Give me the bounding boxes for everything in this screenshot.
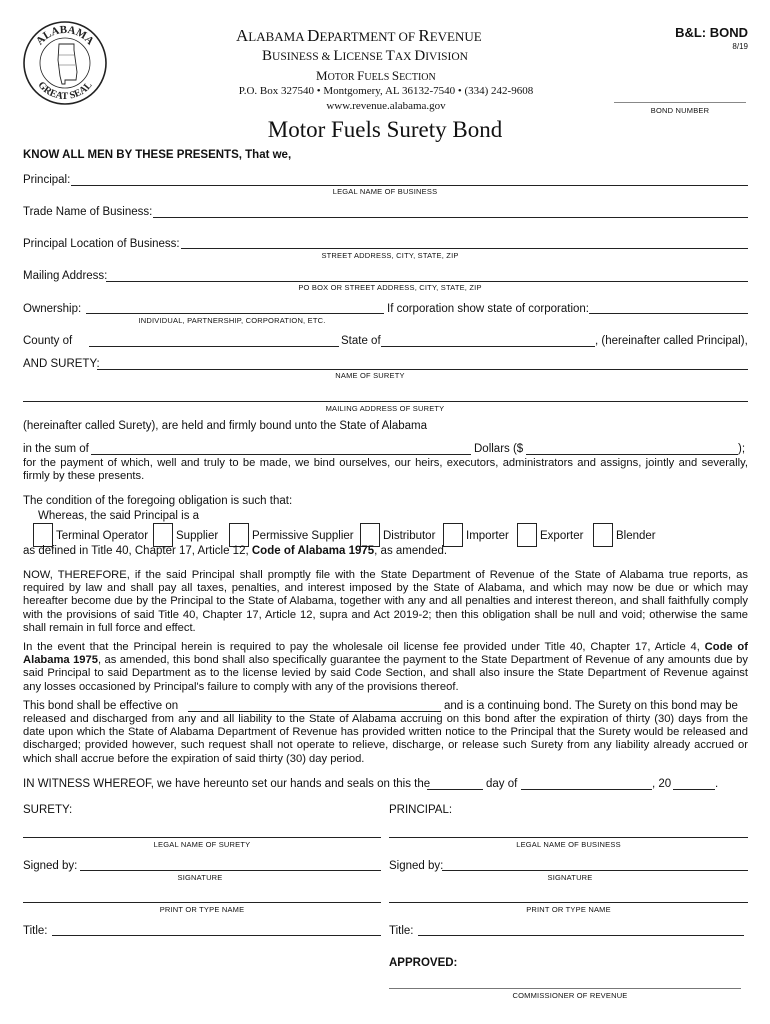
county-label: County of xyxy=(23,335,73,347)
department-website: www.revenue.alabama.gov xyxy=(326,100,446,112)
checkbox-terminal-operator[interactable] xyxy=(33,523,53,547)
mailing-input[interactable] xyxy=(106,281,748,282)
whereas-text: Whereas, the said Principal is a xyxy=(38,510,200,522)
checkbox-blender[interactable] xyxy=(593,523,613,547)
surety-caption: NAME OF SURETY xyxy=(335,371,405,380)
principal-title-input[interactable] xyxy=(418,935,744,936)
principal-signature-caption: SIGNATURE xyxy=(547,873,593,882)
surety-input[interactable] xyxy=(97,369,748,370)
witness-end: . xyxy=(715,778,719,790)
effective-post: and is a continuing bond. The Surety on this bond may be xyxy=(444,700,738,712)
surety-mailing-caption: MAILING ADDRESS OF SURETY xyxy=(325,404,445,413)
principal-signature-input[interactable] xyxy=(442,870,748,871)
principal-caption: LEGAL NAME OF BUSINESS xyxy=(332,187,438,196)
surety-sign-heading: SURETY: xyxy=(23,804,73,816)
surety-title-label: Title: xyxy=(23,925,48,937)
section-name: MOTOR FUELS SECTION xyxy=(316,68,436,83)
option-importer: Importer xyxy=(466,530,509,542)
witness-day-label: day of xyxy=(486,778,518,790)
trade-name-input[interactable] xyxy=(153,217,748,218)
now-therefore-paragraph: NOW, THEREFORE, if the said Principal shall promptly file with the State Department of Revenue of the State of Alabama true reports, as required by law and shall pay all taxes, penalties, and interest imposed by the State of Alabama, and which may now be due or which may hereafter become due by the Principal to the State of Alabama, together with any and all penalties and interest thereon, and shall faithfully comply with the provisions of said Title 40, Chapter 17, Article 12, supra and Act 2019-2; then this obligation shall be null and void; otherwise the same shall remain in full force and effect. xyxy=(23,569,748,634)
surety-signed-by-label: Signed by: xyxy=(23,860,78,872)
checkbox-permissive-supplier[interactable] xyxy=(229,523,249,547)
witness-text: IN WITNESS WHEREOF, we have hereunto set our hands and seals on this the xyxy=(23,778,431,790)
surety-mailing-input[interactable] xyxy=(23,401,748,402)
principal-legal-name-input[interactable] xyxy=(389,837,748,838)
trade-name-label: Trade Name of Business: xyxy=(23,206,153,218)
surety-signature-caption: SIGNATURE xyxy=(177,873,223,882)
sum-words-input[interactable] xyxy=(91,454,471,455)
form-title: Motor Fuels Surety Bond xyxy=(267,117,503,142)
form-id: B&L: BOND xyxy=(675,25,748,40)
ownership-input[interactable] xyxy=(86,313,384,314)
sum-label: in the sum of xyxy=(23,443,89,455)
department-name: ALABAMA DEPARTMENT OF REVENUE xyxy=(236,26,482,45)
effective-label: This bond shall be effective on xyxy=(23,700,179,712)
surety-signature-input[interactable] xyxy=(80,870,381,871)
principal-signed-by-label: Signed by: xyxy=(389,860,444,872)
principal-print-name-caption: PRINT OR TYPE NAME xyxy=(526,905,611,914)
form-date: 8/19 xyxy=(732,42,748,51)
principal-print-name-input[interactable] xyxy=(389,902,748,903)
surety-title-input[interactable] xyxy=(52,935,381,936)
county-input[interactable] xyxy=(89,346,339,347)
checkbox-supplier[interactable] xyxy=(153,523,173,547)
surety-legal-name-caption: LEGAL NAME OF SURETY xyxy=(153,840,251,849)
option-exporter: Exporter xyxy=(540,530,584,542)
mailing-label: Mailing Address: xyxy=(23,270,108,282)
commissioner-signature-input[interactable] xyxy=(389,988,741,989)
witness-year-label: , 20 xyxy=(652,778,672,790)
event-paragraph: In the event that the Principal herein is required to pay the wholesale oil license fee provided under Title 40, Chapter 17, Article 4, Code of Alabama 1975, as amended, this bond shall also specifically guarantee the payment to the State Department of Revenue of any amounts due by said Principal to said Department as to the license levied by said Code Section, and shall also insure the State Department of Revenue against any losses occasioned by Principal's failure to comply with any of the provisions thereof. xyxy=(23,641,748,693)
option-permissive-supplier: Permissive Supplier xyxy=(252,530,354,542)
hereinafter-principal: , (hereinafter called Principal), xyxy=(595,335,748,347)
surety-legal-name-input[interactable] xyxy=(23,837,381,838)
checkbox-exporter[interactable] xyxy=(517,523,537,547)
effective-date-input[interactable] xyxy=(188,711,441,712)
department-address: P.O. Box 327540 • Montgomery, AL 36132-7540 • (334) 242-9608 xyxy=(238,85,534,97)
condition-text: The condition of the foregoing obligation is such that: xyxy=(23,495,293,507)
surety-label: AND SURETY: xyxy=(23,358,100,370)
ownership-label: Ownership: xyxy=(23,303,82,315)
principal-label: Principal: xyxy=(23,174,71,186)
payment-text: for the payment of which, well and truly to be made, we bind ourselves, our heirs, executors, administrators and assigns, jointly and severally, firmly by these presents. xyxy=(23,457,748,483)
location-caption: STREET ADDRESS, CITY, STATE, ZIP xyxy=(321,251,459,260)
option-supplier: Supplier xyxy=(176,530,219,542)
surety-print-name-input[interactable] xyxy=(23,902,381,903)
surety-print-name-caption: PRINT OR TYPE NAME xyxy=(159,905,245,914)
option-blender: Blender xyxy=(616,530,656,542)
location-input[interactable] xyxy=(181,248,748,249)
defined-text: as defined in Title 40, Chapter 17, Article 12, Code of Alabama 1975, as amended. xyxy=(23,545,448,557)
intro-text: KNOW ALL MEN BY THESE PRESENTS, That we, xyxy=(23,149,292,161)
division-name: BUSINESS & LICENSE TAX DIVISION xyxy=(262,48,468,64)
principal-title-label: Title: xyxy=(389,925,414,937)
great-seal-logo xyxy=(22,20,108,106)
hereinafter-surety: (hereinafter called Surety), are held and firmly bound unto the State of Alabama xyxy=(23,420,428,432)
principal-input[interactable] xyxy=(71,185,748,186)
bond-number-field[interactable] xyxy=(614,102,746,103)
checkbox-distributor[interactable] xyxy=(360,523,380,547)
location-label: Principal Location of Business: xyxy=(23,238,180,250)
witness-day-input[interactable] xyxy=(427,789,483,790)
svg-text:GREAT SEAL: GREAT SEAL xyxy=(35,79,95,103)
dollars-label: Dollars ($ xyxy=(474,443,524,455)
witness-month-input[interactable] xyxy=(521,789,652,790)
mailing-caption: PO BOX OR STREET ADDRESS, CITY, STATE, ZIP xyxy=(298,283,482,292)
corp-state-input[interactable] xyxy=(589,313,748,314)
approved-label: APPROVED: xyxy=(389,957,458,969)
state-label: State of xyxy=(341,335,381,347)
option-distributor: Distributor xyxy=(383,530,436,542)
principal-legal-name-caption: LEGAL NAME OF BUSINESS xyxy=(516,840,621,849)
ownership-caption: INDIVIDUAL, PARTNERSHIP, CORPORATION, ETC. xyxy=(138,316,326,325)
checkbox-importer[interactable] xyxy=(443,523,463,547)
sum-amount-input[interactable] xyxy=(526,454,738,455)
bond-number-caption: BOND NUMBER xyxy=(650,106,710,115)
state-input[interactable] xyxy=(381,346,595,347)
principal-sign-heading: PRINCIPAL: xyxy=(389,804,453,816)
effective-paragraph: released and discharged from any and all liability to the State of Alabama accruing on this bond after the expiration of thirty (30) days from the date upon which the State of Alabama Department of Revenue has provided written notice to the Principal that the Surety would be released and discharged; provided however, such request shall not operate to relieve, discharge, or release such Surety from any liability already accrued or which shall accrue before the expiration of said thirty (30) day period. xyxy=(23,713,748,765)
corp-state-label: If corporation show state of corporation: xyxy=(387,303,589,315)
svg-text:ALABAMA: ALABAMA xyxy=(33,23,97,48)
witness-year-input[interactable] xyxy=(673,789,715,790)
option-terminal-operator: Terminal Operator xyxy=(56,530,149,542)
dollars-end: ); xyxy=(738,443,746,455)
commissioner-caption: COMMISSIONER OF REVENUE xyxy=(512,991,628,1000)
